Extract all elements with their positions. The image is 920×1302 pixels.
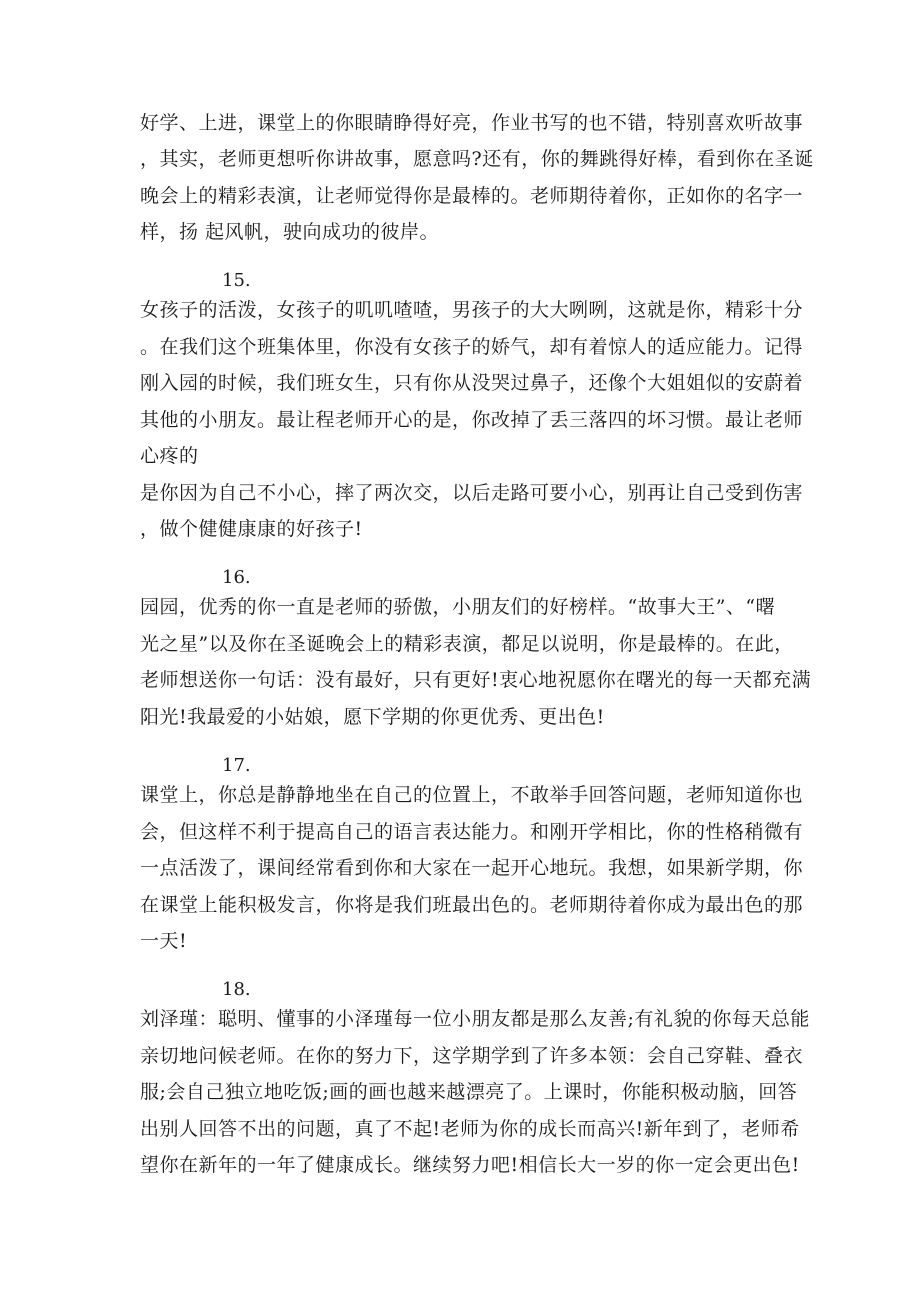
- item-18-line-4: 出别人回答不出的问题，真了不起!老师为你的成长而高兴!新年到了，老师希: [140, 1118, 800, 1140]
- item-18-line-3: 服;会自己独立地吃饭;画的画也越来越漂亮了。上课时，你能积极动脑，回答: [140, 1081, 798, 1103]
- item-16-line-4: 阳光!我最爱的小姑娘，愿下学期的你更优秀、更出色!: [140, 706, 605, 728]
- item-15-line-7: ，做个健健康康的好孩子!: [140, 518, 363, 540]
- item-number-18: 18.: [222, 979, 251, 1000]
- item-18-line-1: 刘泽瑾：聪明、懂事的小泽瑾每一位小朋友都是那么友善;有礼貌的你每天总能: [140, 1008, 810, 1030]
- item-15-line-6: 是你因为自己不小心，摔了两次交，以后走路可要小心，别再让自己受到伤害: [140, 482, 804, 504]
- item-17-line-3: 一点活泼了，课间经常看到你和大家在一起开心地玩。我想，如果新学期，你: [140, 857, 804, 879]
- item-17-line-2: 会，但这样不利于提高自己的语言表达能力。和刚开学相比，你的性格稍微有: [140, 821, 804, 843]
- item-number-15: 15.: [222, 270, 251, 291]
- item-17-line-1: 课堂上，你总是静静地坐在自己的位置上，不敢举手回答问题，老师知道你也: [140, 784, 804, 806]
- item-16-line-1: 园园，优秀的你一直是老师的骄傲，小朋友们的好榜样。“故事大王”、“曙: [140, 596, 776, 618]
- item-17-line-4: 在课堂上能积极发言，你将是我们班最出色的。老师期待着你成为最出色的那: [140, 894, 804, 916]
- item-15-line-5: 心疼的: [140, 445, 199, 467]
- item-15-line-2: 。在我们这个班集体里，你没有女孩子的娇气，却有着惊人的适应能力。记得: [140, 336, 804, 358]
- item-15-line-1: 女孩子的活泼，女孩子的叽叽喳喳，男孩子的大大咧咧，这就是你，精彩十分: [140, 299, 804, 321]
- item-15-line-3: 刚入园的时候，我们班女生，只有你从没哭过鼻子，还像个大姐姐似的安蔚着: [140, 372, 804, 394]
- item-17-line-5: 一天!: [140, 930, 188, 952]
- intro-line-1: 好学、上进，课堂上的你眼睛睁得好亮，作业书写的也不错，特别喜欢听故事: [140, 112, 804, 134]
- intro-line-2: ，其实，老师更想听你讲故事，愿意吗?还有，你的舞跳得好棒，看到你在圣诞: [140, 148, 814, 170]
- intro-line-4: 样，扬 起风帆，驶向成功的彼岸。: [140, 221, 440, 243]
- item-16-line-3: 老师想送你一句话：没有最好，只有更好!衷心地祝愿你在曙光的每一天都充满: [140, 669, 812, 691]
- item-18-line-2: 亲切地问候老师。在你的努力下，这学期学到了许多本领：会自己穿鞋、叠衣: [140, 1045, 804, 1067]
- intro-line-3: 晚会上的精彩表演，让老师觉得你是最棒的。老师期待着你，正如你的名字一: [140, 185, 804, 207]
- item-number-17: 17.: [222, 755, 251, 776]
- item-15-line-4: 其他的小朋友。最让程老师开心的是，你改掉了丢三落四的坏习惯。最让老师: [140, 409, 804, 431]
- item-18-line-5: 望你在新年的一年了健康成长。继续努力吧!相信长大一岁的你一定会更出色!: [140, 1154, 800, 1176]
- item-16-line-2: 光之星”以及你在圣诞晚会上的精彩表演，都足以说明，你是最棒的。在此，: [140, 633, 794, 655]
- item-number-16: 16.: [222, 567, 251, 588]
